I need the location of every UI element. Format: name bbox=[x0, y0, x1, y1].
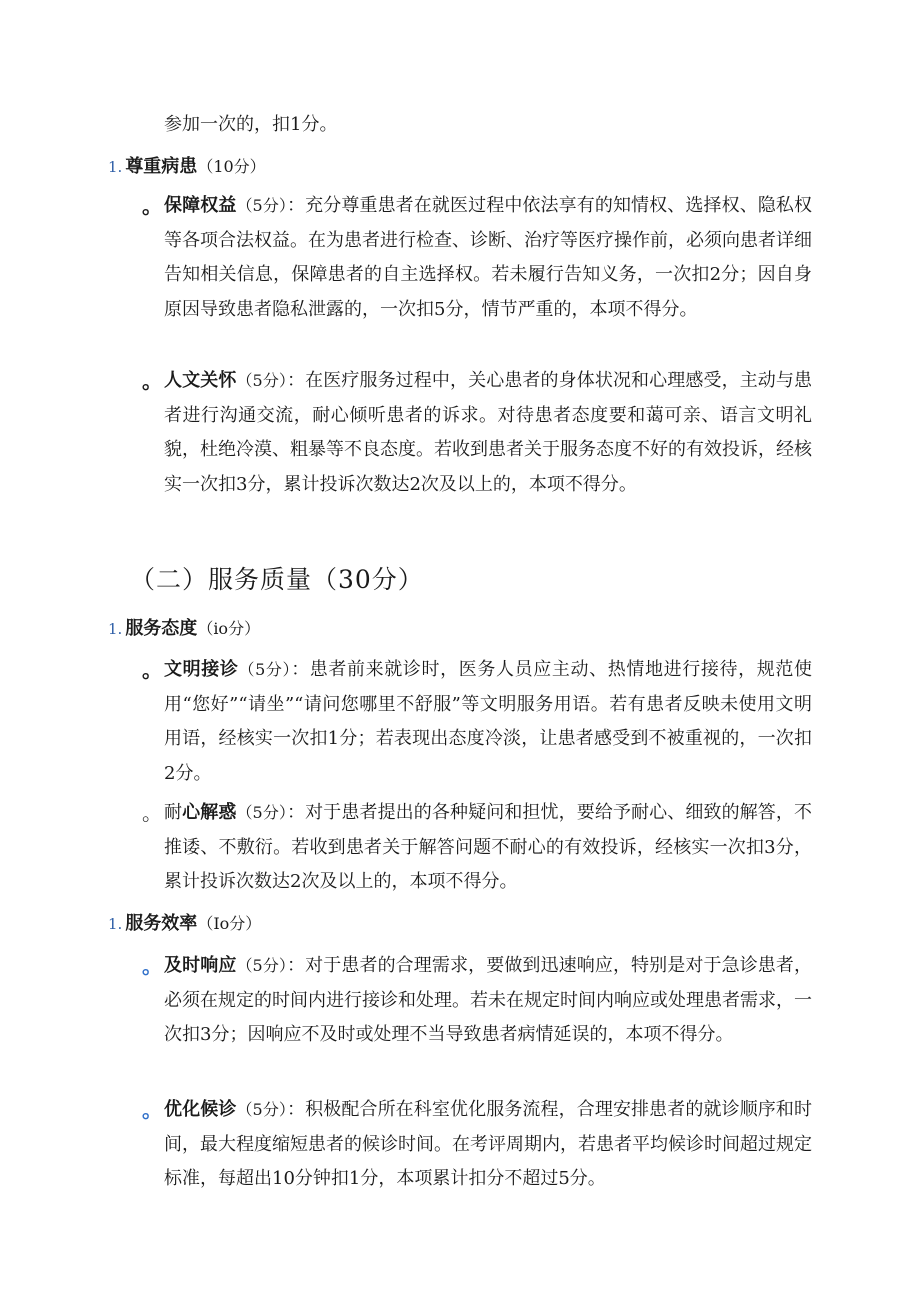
sub-item-text bbox=[164, 189, 812, 327]
intro-line: 参加一次的，扣1分。 bbox=[164, 114, 338, 135]
item-number: 1. bbox=[108, 620, 123, 638]
sub-item-patient-answers bbox=[142, 796, 812, 900]
sub-item-term: 保障权益 bbox=[164, 195, 237, 216]
sub-item-body: ：对于患者提出的各种疑问和担忧，要给予耐心、细致的解答，不推诿、不敷衍。若收到患者关于解答问题不耐心的有效投诉，经核实一次扣3分，累计投诉次数达2次及以上的，本项不得分。 bbox=[164, 802, 813, 892]
sub-item-text bbox=[164, 949, 812, 1053]
sub-item-text bbox=[164, 364, 812, 502]
item-score: （io分） bbox=[197, 619, 261, 638]
sub-item-score: （5分） bbox=[236, 803, 288, 822]
sub-item-body: ：患者前来就诊时，医务人员应主动、热情地进行接待，规范使用“您好”“请坐”“请问您哪里不舒服”等文明服务用语。若有患者反映未使用文明用语，经核实一次扣1分；若表现出态度冷淡，让患者感受到不被重视的，一次扣2分。 bbox=[164, 659, 813, 784]
sub-item-text bbox=[164, 1093, 812, 1197]
sub-item-term: 优化候诊 bbox=[164, 1099, 237, 1120]
sub-item-term: 及时响应 bbox=[164, 955, 237, 976]
bullet-icon: 。 bbox=[142, 1098, 162, 1122]
item-title: 服务效率 bbox=[125, 913, 198, 934]
item-score: （10分） bbox=[197, 157, 266, 176]
sub-item-body: ：对于患者的合理需求，要做到迅速响应，特别是对于急诊患者，必须在规定的时间内进行接诊和处理。若未在规定时间内响应或处理患者需求，一次扣3分；因响应不及时或处理不当导致患者病情延误的，本项不得分。 bbox=[164, 955, 813, 1045]
item-number: 1. bbox=[108, 158, 123, 176]
sub-item-term: 心解惑 bbox=[182, 802, 237, 823]
bullet-icon: 。 bbox=[142, 369, 162, 393]
bullet-icon: 。 bbox=[142, 658, 162, 682]
sub-item-timely-response bbox=[142, 949, 812, 1053]
sub-item-body: ：积极配合所在科室优化服务流程，合理安排患者的就诊顺序和时间，最大程度缩短患者的候诊时间。在考评周期内，若患者平均候诊时间超过规定标准，每超出10分钟扣1分，本项累计扣分不超过5分。 bbox=[164, 1099, 813, 1189]
sub-item-score: （5分） bbox=[236, 1100, 288, 1119]
sub-item-humanistic-care bbox=[142, 364, 812, 502]
item-service-attitude bbox=[108, 612, 260, 646]
sub-item-text bbox=[164, 796, 812, 900]
sub-item-civil-reception bbox=[142, 653, 812, 791]
sub-item-score: （5分） bbox=[236, 196, 288, 215]
section-title: （二）服务质量（30分） bbox=[130, 565, 424, 594]
item-score: （Io分） bbox=[197, 914, 262, 933]
sub-item-body: ：在医疗服务过程中，关心患者的身体状况和心理感受，主动与患者进行沟通交流，耐心倾听患者的诉求。对待患者态度要和蔼可亲、语言文明礼貌，杜绝冷漠、粗暴等不良态度。若收到患者关于服务态度不好的有效投诉，经核实一次扣3分，累计投诉次数达2次及以上的，本项不得分。 bbox=[164, 370, 813, 495]
item-service-efficiency bbox=[108, 907, 261, 941]
item-title: 服务态度 bbox=[125, 618, 198, 639]
item-respect-patients bbox=[108, 150, 266, 184]
item-number: 1. bbox=[108, 915, 123, 933]
sub-item-rights bbox=[142, 189, 812, 327]
item-title: 尊重病患 bbox=[125, 156, 198, 177]
sub-item-text bbox=[164, 653, 812, 791]
sub-item-term: 人文关怀 bbox=[164, 370, 237, 391]
sub-item-score: （5分） bbox=[236, 371, 288, 390]
sub-item-optimize-waiting bbox=[142, 1093, 812, 1197]
sub-item-body: ：充分尊重患者在就医过程中依法享有的知情权、选择权、隐私权等各项合法权益。在为患者进行检查、诊断、治疗等医疗操作前，必须向患者详细告知相关信息，保障患者的自主选择权。若未履行告知义务，一次扣2分；因自身原因导致患者隐私泄露的，一次扣5分，情节严重的，本项不得分。 bbox=[164, 195, 813, 320]
bullet-icon: 。 bbox=[142, 194, 162, 218]
bullet-icon: 。 bbox=[142, 954, 162, 978]
sub-item-score: （5分） bbox=[236, 956, 288, 975]
bullet-icon: 。 bbox=[142, 801, 162, 825]
sub-item-term: 文明接诊 bbox=[164, 659, 239, 680]
sub-item-score: （5分） bbox=[238, 660, 292, 679]
sub-item-term-prefix: 耐 bbox=[164, 802, 183, 823]
